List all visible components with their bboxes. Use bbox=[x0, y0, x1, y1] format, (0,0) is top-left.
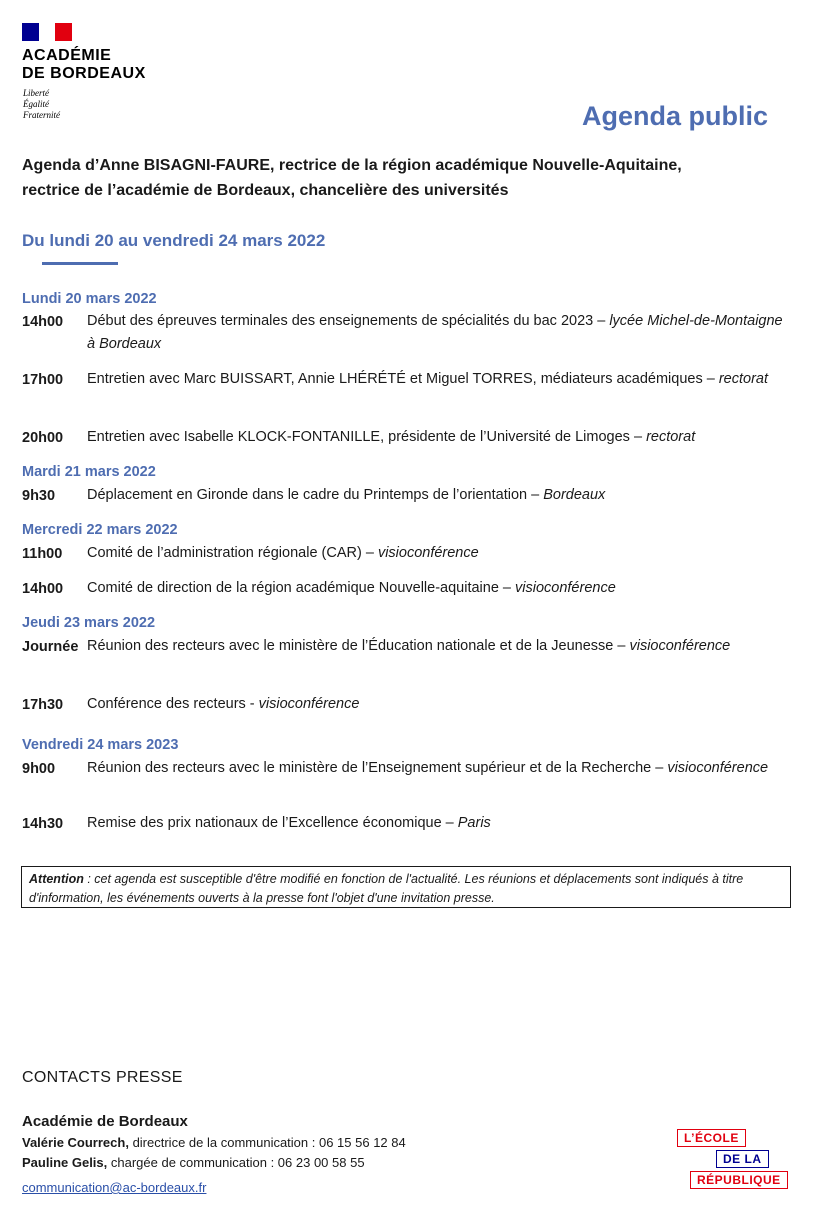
logo-line-2: DE BORDEAUX bbox=[22, 65, 146, 82]
event-place: Bordeaux bbox=[543, 487, 606, 503]
event-text: Comité de l’administration régionale (CAR) – bbox=[87, 545, 378, 561]
contact-person bbox=[22, 1135, 406, 1150]
event-place: visioconférence bbox=[258, 696, 360, 712]
academy-logo-text bbox=[22, 47, 146, 83]
event-description bbox=[87, 577, 787, 600]
event-time: 9h30 bbox=[22, 488, 56, 504]
ecole-line-2: DE LA bbox=[716, 1150, 769, 1168]
document-type: Agenda public bbox=[581, 101, 768, 131]
event-description bbox=[87, 542, 787, 565]
event-time: 14h00 bbox=[22, 581, 64, 597]
event-description bbox=[87, 426, 807, 449]
contact-organization: Académie de Bordeaux bbox=[22, 1113, 188, 1130]
day-heading: Jeudi 23 mars 2022 bbox=[22, 615, 156, 631]
event-description bbox=[87, 693, 787, 716]
devise bbox=[23, 88, 60, 121]
event-description bbox=[87, 368, 787, 391]
event-place: rectorat bbox=[646, 429, 696, 445]
ecole-line-1: L’ÉCOLE bbox=[677, 1129, 746, 1147]
event-text: Entretien avec Marc BUISSART, Annie LHÉRÉTÉ et Miguel TORRES, médiateurs académiques – bbox=[87, 371, 719, 387]
contact-email-link[interactable]: communication@ac-bordeaux.fr bbox=[22, 1180, 207, 1195]
contacts-heading: CONTACTS PRESSE bbox=[22, 1069, 183, 1086]
event-time: 17h30 bbox=[22, 697, 64, 713]
event-place: visioconférence bbox=[667, 760, 769, 776]
event-place: lycée Michel-de-Montaigne à Bordeaux bbox=[87, 313, 783, 352]
event-time: 17h00 bbox=[22, 372, 64, 388]
event-time: 14h00 bbox=[22, 314, 64, 330]
page-title: Agenda d’Anne BISAGNI-FAURE, rectrice de la région académique Nouvelle-Aquitaine, rectrice de l’académie de Bordeaux, chancelière des universités bbox=[22, 157, 682, 199]
contact-name: Valérie Courrech, bbox=[22, 1135, 129, 1150]
event-text: Réunion des recteurs avec le ministère de l’Éducation nationale et de la Jeunesse – bbox=[87, 638, 630, 654]
contact-name: Pauline Gelis, bbox=[22, 1155, 108, 1170]
event-place: visioconférence bbox=[377, 545, 479, 561]
event-description bbox=[87, 484, 787, 507]
event-place: visioconférence bbox=[629, 638, 731, 654]
period-underline bbox=[42, 262, 118, 265]
event-description bbox=[87, 812, 787, 835]
marianne-flag-icon bbox=[22, 23, 72, 41]
event-description bbox=[87, 757, 787, 780]
contact-role: chargée de communication : 06 23 00 58 55 bbox=[107, 1155, 365, 1170]
day-heading: Mercredi 22 mars 2022 bbox=[22, 522, 178, 538]
event-text: Réunion des recteurs avec le ministère de l’Enseignement supérieur et de la Recherche – bbox=[87, 760, 668, 776]
event-place: Paris bbox=[457, 815, 491, 831]
day-heading: Mardi 21 mars 2022 bbox=[22, 464, 156, 480]
event-time: 20h00 bbox=[22, 430, 64, 446]
event-text: Déplacement en Gironde dans le cadre du Printemps de l’orientation – bbox=[87, 487, 544, 503]
event-text: Comité de direction de la région académique Nouvelle-aquitaine – bbox=[87, 580, 516, 596]
event-place: rectorat bbox=[718, 371, 769, 387]
event-time: Journée bbox=[22, 639, 79, 655]
notice-box bbox=[21, 866, 791, 908]
event-text: Début des épreuves terminales des enseignements de spécialités du bac 2023 – bbox=[87, 313, 610, 329]
event-time: 9h00 bbox=[22, 761, 56, 777]
contact-person bbox=[22, 1155, 365, 1170]
day-heading: Vendredi 24 mars 2023 bbox=[22, 737, 179, 753]
devise-fraternite: Fraternité bbox=[23, 110, 60, 120]
contact-role: directrice de la communication : 06 15 56 12 84 bbox=[128, 1135, 406, 1150]
logo-line-1: ACADÉMIE bbox=[22, 47, 112, 64]
period-heading: Du lundi 20 au vendredi 24 mars 2022 bbox=[22, 231, 326, 250]
day-heading: Lundi 20 mars 2022 bbox=[22, 291, 157, 307]
devise-liberte: Liberté bbox=[23, 88, 49, 98]
event-place: visioconférence bbox=[515, 580, 616, 596]
notice-label: Attention bbox=[29, 872, 84, 886]
ecole-line-3: RÉPUBLIQUE bbox=[690, 1171, 788, 1189]
event-time: 14h30 bbox=[22, 816, 64, 832]
event-text: Conférence des recteurs - bbox=[87, 696, 259, 712]
event-text: Remise des prix nationaux de l’Excellence économique – bbox=[87, 815, 458, 831]
event-time: 11h00 bbox=[22, 546, 63, 562]
event-text: Entretien avec Isabelle KLOCK-FONTANILLE, présidente de l’Université de Limoges – bbox=[87, 429, 647, 445]
event-description bbox=[87, 310, 787, 356]
notice-text: : cet agenda est susceptible d'être modifié en fonction de l'actualité. Les réunions et déplacements sont indiqués à titre d'information, les événements ouverts à la presse font l'objet d'une invitation presse. bbox=[29, 872, 744, 905]
devise-egalite: Égalité bbox=[23, 99, 49, 109]
event-description bbox=[87, 635, 787, 658]
